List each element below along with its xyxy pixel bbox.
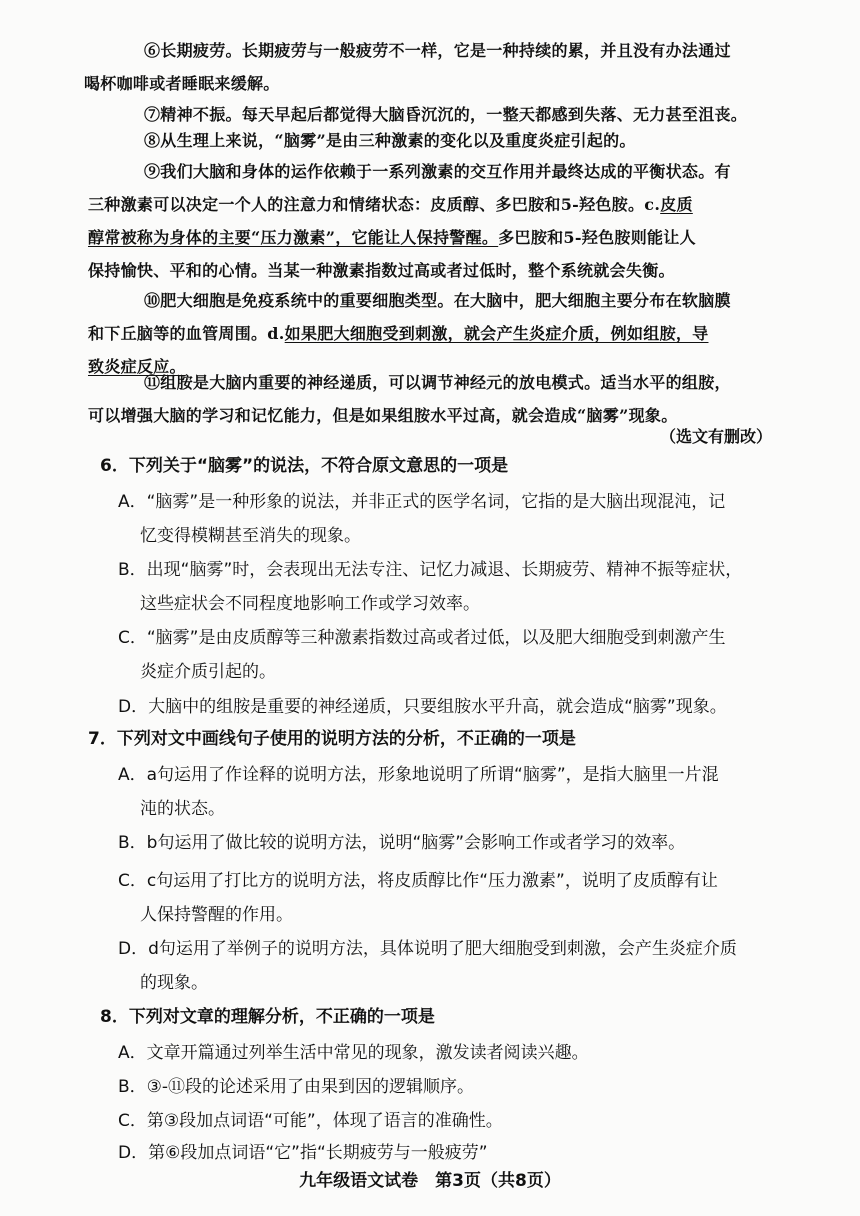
text-line: ⑨我们大脑和身体的运作依赖于一系列激素的交互作用并最终达成的平衡状态。有 — [144, 162, 731, 181]
option-line: B．③-⑪段的论述采用了由果到因的逻辑顺序。 — [118, 1077, 475, 1097]
option-line: A．a句运用了作诠释的说明方法，形象地说明了所谓“脑雾”，是指大脑里一片混 — [118, 765, 719, 785]
paragraph-11 — [88, 366, 788, 432]
option-line: D．大脑中的组胺是重要的神经递质，只要组胺水平升高，就会造成“脑雾”现象。 — [118, 697, 727, 717]
question-6-stem: 6．下列关于“脑雾”的说法，不符合原文意思的一项是 — [100, 456, 509, 476]
option-line: 的现象。 — [140, 973, 208, 993]
paragraph-6 — [84, 34, 788, 100]
question-8-option-b[interactable] — [118, 1070, 783, 1104]
plain-text: 多巴胺和5-羟色胺则能让人 — [498, 228, 696, 247]
option-line: A．“脑雾”是一种形象的说法，并非正式的医学名词，它指的是大脑出现混沌，记 — [118, 492, 726, 512]
underlined-sentence-c: 皮质 — [660, 195, 693, 214]
underlined-sentence-c: 醇常被称为身体的主要“压力激素”，它能让人保持警醒。 — [88, 228, 499, 247]
option-line: C．c句运用了打比方的说明方法，将皮质醇比作“压力激素”，说明了皮质醇有让 — [118, 871, 718, 891]
question-7-option-a[interactable] — [118, 758, 783, 826]
text-line: 保持愉快、平和的心情。当某一种激素指数过高或者过低时，整个系统就会失衡。 — [88, 261, 675, 280]
page-footer: 九年级语文试卷 第3页（共8页） — [299, 1171, 561, 1191]
question-7-stem: 7．下列对文中画线句子使用的说明方法的分析，不正确的一项是 — [88, 729, 576, 749]
option-line: C．“脑雾”是由皮质醇等三种激素指数过高或者过低，以及肥大细胞受到刺激产生 — [118, 628, 726, 648]
plain-text: 三种激素可以决定一个人的注意力和情绪状态：皮质醇、多巴胺和5-羟色胺。c. — [88, 195, 661, 214]
text-line — [88, 221, 788, 254]
text-line: ⑦精神不振。每天早起后都觉得大脑昏沉沉的，一整天都感到失落、无力甚至沮丧。 — [144, 105, 748, 124]
option-line: 这些症状会不同程度地影响工作或学习效率。 — [140, 594, 480, 614]
text-line: ⑩肥大细胞是免疫系统中的重要细胞类型。在大脑中，肥大细胞主要分布在软脑膜 — [144, 291, 731, 310]
plain-text: 和下丘脑等的血管周围。d. — [88, 324, 285, 343]
text-line: ⑧从生理上来说，“脑雾”是由三种激素的变化以及重度炎症引起的。 — [144, 131, 636, 150]
question-6-option-d[interactable] — [118, 690, 783, 724]
question-8-option-c[interactable] — [118, 1104, 783, 1138]
option-line: D．第⑥段加点词语“它”指“长期疲劳与一般疲劳” — [118, 1143, 488, 1163]
option-line: D．d句运用了举例子的说明方法，具体说明了肥大细胞受到刺激，会产生炎症介质 — [118, 939, 737, 959]
question-7-option-d[interactable] — [118, 932, 783, 1000]
question-6-option-a[interactable] — [118, 485, 783, 553]
text-line: 喝杯咖啡或者睡眠来缓解。 — [84, 74, 280, 93]
option-line: 人保持警醒的作用。 — [140, 905, 293, 925]
option-line: 沌的状态。 — [140, 799, 225, 819]
option-line: B．出现“脑雾”时，会表现出无法专注、记忆力减退、长期疲劳、精神不振等症状， — [118, 560, 743, 580]
option-line: 炎症介质引起的。 — [140, 662, 276, 682]
text-line — [88, 317, 788, 350]
text-line — [88, 188, 788, 221]
option-line: C．第③段加点词语“可能”，体现了语言的准确性。 — [118, 1111, 503, 1131]
option-line: A．文章开篇通过列举生活中常见的现象，激发读者阅读兴趣。 — [118, 1043, 589, 1063]
question-8-option-a[interactable] — [118, 1036, 783, 1070]
source-note: （选文有删改） — [659, 427, 772, 446]
question-8-stem: 8．下列对文章的理解分析，不正确的一项是 — [100, 1007, 435, 1027]
paragraph-9 — [88, 155, 788, 287]
option-line: B．b句运用了做比较的说明方法，说明“脑雾”会影响工作或者学习的效率。 — [118, 833, 686, 853]
paragraph-8 — [88, 124, 788, 157]
question-8-option-d[interactable] — [118, 1136, 783, 1170]
underlined-sentence-d: 如果肥大细胞受到刺激，就会产生炎症介质，例如组胺，导 — [284, 324, 709, 343]
text-line: 可以增强大脑的学习和记忆能力，但是如果组胺水平过高，就会造成“脑雾”现象。 — [88, 406, 678, 425]
question-6-option-b[interactable] — [118, 553, 783, 621]
question-7-option-b[interactable] — [118, 826, 783, 860]
option-line: 忆变得模糊甚至消失的现象。 — [140, 526, 361, 546]
underlined-sentence-d: 致炎症反应。 — [88, 357, 186, 376]
question-6-option-c[interactable] — [118, 621, 783, 689]
text-line: ⑪组胺是大脑内重要的神经递质，可以调节神经元的放电模式。适当水平的组胺， — [144, 373, 731, 392]
text-line: ⑥长期疲劳。长期疲劳与一般疲劳不一样，它是一种持续的累，并且没有办法通过 — [144, 41, 731, 60]
question-7-option-c[interactable] — [118, 864, 783, 932]
